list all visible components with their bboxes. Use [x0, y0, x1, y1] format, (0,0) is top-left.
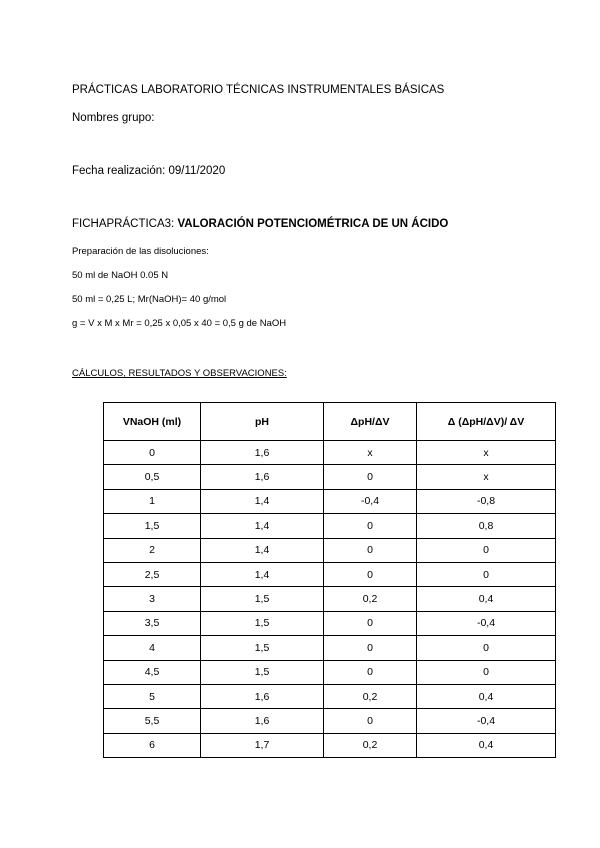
cell-first-derivative: -0,4 — [324, 489, 417, 513]
cell-volume: 4 — [104, 636, 201, 660]
cell-second-derivative: 0 — [417, 538, 556, 562]
cell-volume: 3 — [104, 587, 201, 611]
cell-first-derivative: 0 — [324, 514, 417, 538]
cell-ph: 1,7 — [201, 733, 324, 757]
cell-ph: 1,5 — [201, 587, 324, 611]
cell-second-derivative: 0 — [417, 562, 556, 586]
cell-second-derivative: 0,4 — [417, 733, 556, 757]
preparation-heading: Preparación de las disoluciones: — [72, 246, 209, 257]
results-heading: CÁLCULOS, RESULTADOS Y OBSERVACIONES: — [72, 368, 287, 379]
cell-first-derivative: 0 — [324, 465, 417, 489]
cell-ph: 1,5 — [201, 611, 324, 635]
cell-second-derivative: -0,8 — [417, 489, 556, 513]
cell-volume: 5,5 — [104, 709, 201, 733]
group-names-label: Nombres grupo: — [72, 112, 155, 124]
table-row — [104, 538, 556, 562]
table-row — [104, 733, 556, 757]
cell-second-derivative: 0 — [417, 636, 556, 660]
cell-ph: 1,6 — [201, 709, 324, 733]
preparation-line-3: g = V x M x Mr = 0,25 x 0,05 x 40 = 0,5 g de NaOH — [72, 318, 287, 329]
practice-title: VALORACIÓN POTENCIOMÉTRICA DE UN ÁCIDO — [177, 218, 449, 230]
cell-second-derivative: x — [417, 441, 556, 465]
table-row — [104, 441, 556, 465]
cell-volume: 1 — [104, 489, 201, 513]
cell-first-derivative: x — [324, 441, 417, 465]
cell-volume: 0,5 — [104, 465, 201, 489]
cell-second-derivative: -0,4 — [417, 611, 556, 635]
cell-second-derivative: 0,4 — [417, 587, 556, 611]
cell-first-derivative: 0 — [324, 562, 417, 586]
table-row — [104, 465, 556, 489]
cell-second-derivative: 0,4 — [417, 684, 556, 708]
cell-second-derivative: -0,4 — [417, 709, 556, 733]
table-row — [104, 489, 556, 513]
cell-ph: 1,4 — [201, 489, 324, 513]
cell-volume: 1,5 — [104, 514, 201, 538]
titration-table — [103, 402, 556, 758]
cell-volume: 2 — [104, 538, 201, 562]
cell-first-derivative: 0 — [324, 636, 417, 660]
col-header-first-derivative: ΔpH/ΔV — [324, 403, 417, 441]
cell-ph: 1,6 — [201, 465, 324, 489]
col-header-second-derivative: Δ (ΔpH/ΔV)/ ΔV — [417, 403, 556, 441]
cell-ph: 1,5 — [201, 660, 324, 684]
cell-first-derivative: 0,2 — [324, 733, 417, 757]
cell-second-derivative: x — [417, 465, 556, 489]
cell-volume: 5 — [104, 684, 201, 708]
cell-ph: 1,4 — [201, 562, 324, 586]
date-line: Fecha realización: 09/11/2020 — [72, 165, 226, 177]
cell-ph: 1,6 — [201, 441, 324, 465]
table-row — [104, 514, 556, 538]
cell-second-derivative: 0 — [417, 660, 556, 684]
table-row — [104, 709, 556, 733]
preparation-line-1: 50 ml de NaOH 0.05 N — [72, 270, 169, 281]
cell-volume: 3,5 — [104, 611, 201, 635]
cell-ph: 1,4 — [201, 514, 324, 538]
cell-volume: 6 — [104, 733, 201, 757]
cell-second-derivative: 0,8 — [417, 514, 556, 538]
table-row — [104, 611, 556, 635]
table-row — [104, 587, 556, 611]
preparation-line-2: 50 ml = 0,25 L; Mr(NaOH)= 40 g/mol — [72, 294, 227, 305]
cell-volume: 2,5 — [104, 562, 201, 586]
cell-ph: 1,6 — [201, 684, 324, 708]
cell-volume: 4,5 — [104, 660, 201, 684]
table-row — [104, 660, 556, 684]
practice-heading — [72, 218, 448, 230]
col-header-volume: VNaOH (ml) — [104, 403, 201, 441]
col-header-ph: pH — [201, 403, 324, 441]
cell-volume: 0 — [104, 441, 201, 465]
cell-first-derivative: 0,2 — [324, 587, 417, 611]
cell-ph: 1,5 — [201, 636, 324, 660]
cell-first-derivative: 0,2 — [324, 684, 417, 708]
table-header-row — [104, 403, 556, 441]
cell-ph: 1,4 — [201, 538, 324, 562]
cell-first-derivative: 0 — [324, 709, 417, 733]
table-row — [104, 562, 556, 586]
practice-prefix: FICHAPRÁCTICA3: — [72, 218, 175, 230]
cell-first-derivative: 0 — [324, 611, 417, 635]
table-row — [104, 684, 556, 708]
cell-first-derivative: 0 — [324, 660, 417, 684]
table-row — [104, 636, 556, 660]
document-title: PRÁCTICAS LABORATORIO TÉCNICAS INSTRUMENTALES BÁSICAS — [72, 84, 445, 96]
cell-first-derivative: 0 — [324, 538, 417, 562]
